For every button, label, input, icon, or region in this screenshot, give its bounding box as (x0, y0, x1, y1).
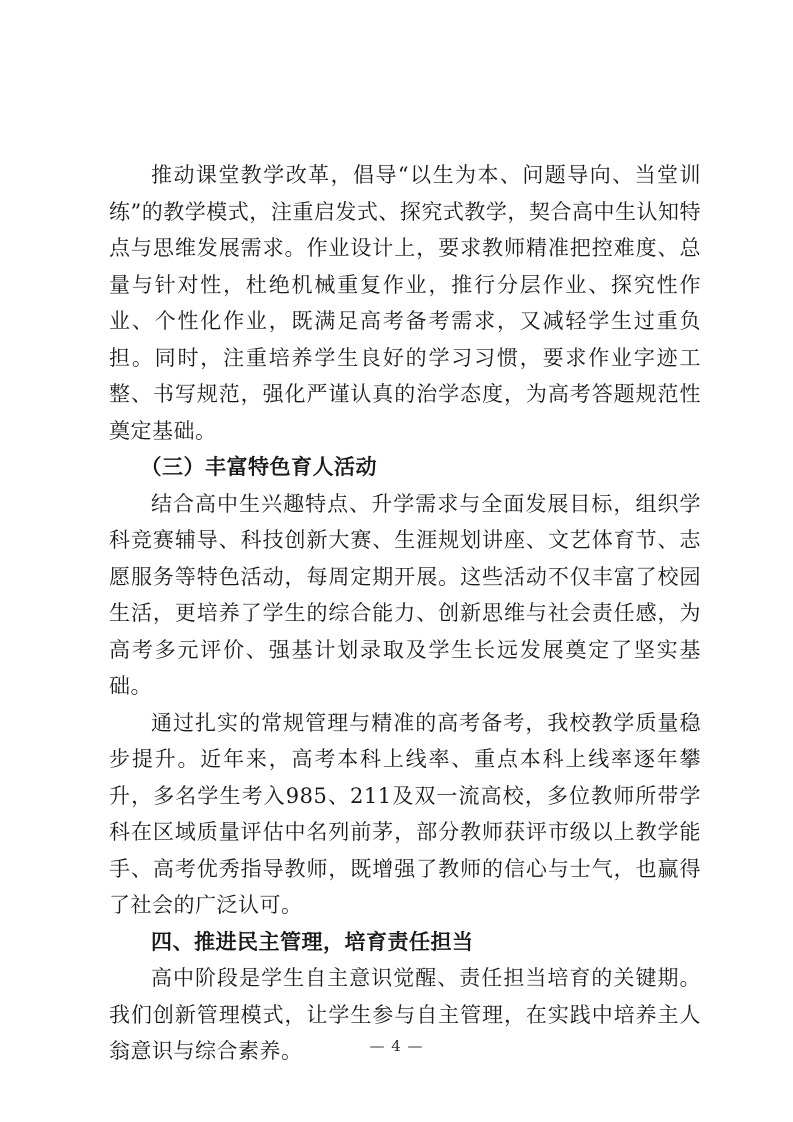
paragraph-self-management: 高中阶段是学生自主意识觉醒、责任担当培育的关键期。我们创新管理模式，让学生参与自主管理，在实践中培养主人翁意识与综合素养。 (109, 966, 701, 1063)
document-body (109, 157, 701, 1070)
paragraph-activities: 结合高中生兴趣特点、升学需求与全面发展目标，组织学科竞赛辅导、科技创新大赛、生涯规划讲座、文艺体育节、志愿服务等特色活动，每周定期开展。这些活动不仅丰富了校园生活，更培养了学生的综合能力、创新思维与社会责任感，为高考多元评价、强基计划录取及学生长远发展奠定了坚实基础。 (109, 491, 701, 698)
section-heading-activities: （三）丰富特色育人活动 (140, 454, 377, 479)
paragraph-classroom-reform: 推动课堂教学改革，倡导“以生为本、问题导向、当堂训练”的教学模式，注重启发式、探究式教学，契合高中生认知特点与思维发展需求。作业设计上，要求教师精准把控难度、总量与针对性，杜绝机械重复作业，推行分层作业、探究性作业、个性化作业，既满足高考备考需求，又减轻学生过重负担。同时，注重培养学生良好的学习习惯，要求作业字迹工整、书写规范，强化严谨认真的治学态度，为高考答题规范性奠定基础。 (109, 163, 701, 443)
page-number: — 4 — (369, 1037, 424, 1055)
section-heading-democratic-management: 四、推进民主管理，培育责任担当 (151, 928, 474, 954)
paragraph-results: 通过扎实的常规管理与精准的高考备考，我校教学质量稳步提升。近年来，高考本科上线率、重点本科上线率逐年攀升，多名学生考入985、211及双一流高校，多位教师所带学科在区域质量评估中名列前茅，部分教师获评市级以上教学能手、高考优秀指导教师，既增强了教师的信心与士气，也赢得了社会的广泛认可。 (109, 710, 701, 917)
